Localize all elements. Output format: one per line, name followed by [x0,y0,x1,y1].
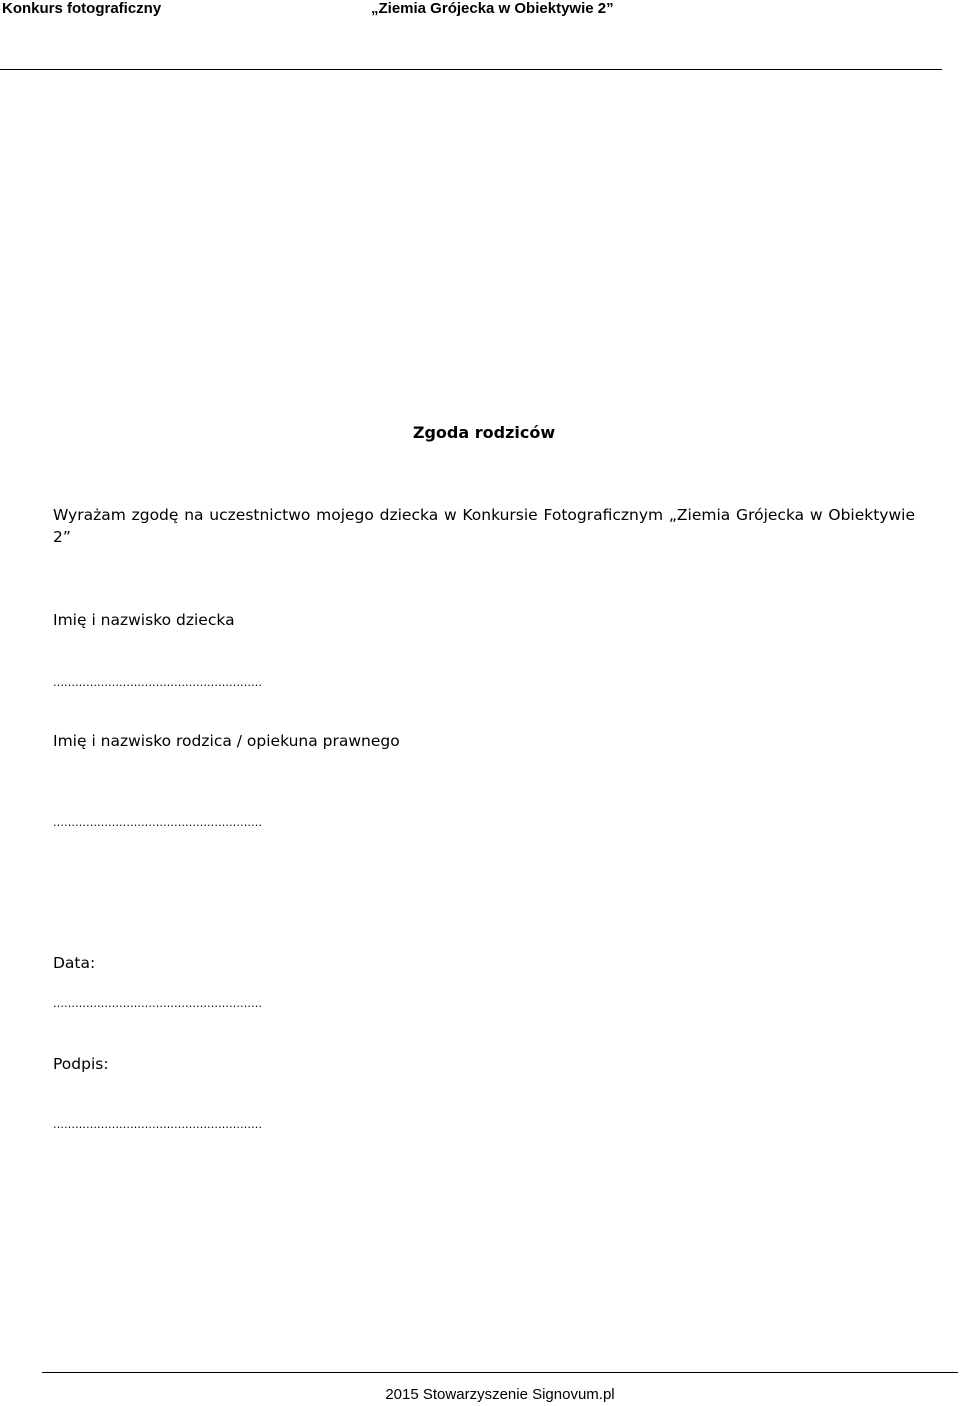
parent-name-label: Imię i nazwisko rodzica / opiekuna prawnego [53,732,400,750]
date-blank: ………………………………………………… [53,997,262,1010]
signature-label: Podpis: [53,1055,109,1073]
child-name-blank: ………………………………………………… [53,676,262,689]
footer-divider [42,1372,958,1373]
page-header [0,0,960,30]
date-label: Data: [53,954,96,972]
document-title: Zgoda rodziców [412,423,556,442]
child-name-label: Imię i nazwisko dziecka [53,611,235,629]
header-contest-label: Konkurs fotograficzny [2,0,162,17]
consent-statement: Wyrażam zgodę na uczestnictwo mojego dziecka w Konkursie Fotograficznym „Ziemia Grójecka w Obiektywie 2” [53,506,915,546]
footer-copyright: 2015 Stowarzyszenie Signovum.pl [385,1386,615,1403]
parent-name-blank: ………………………………………………… [53,816,262,829]
signature-blank: ………………………………………………… [53,1118,262,1131]
header-contest-title: „Ziemia Grójecka w Obiektywie 2” [371,0,614,17]
header-divider [0,69,942,70]
